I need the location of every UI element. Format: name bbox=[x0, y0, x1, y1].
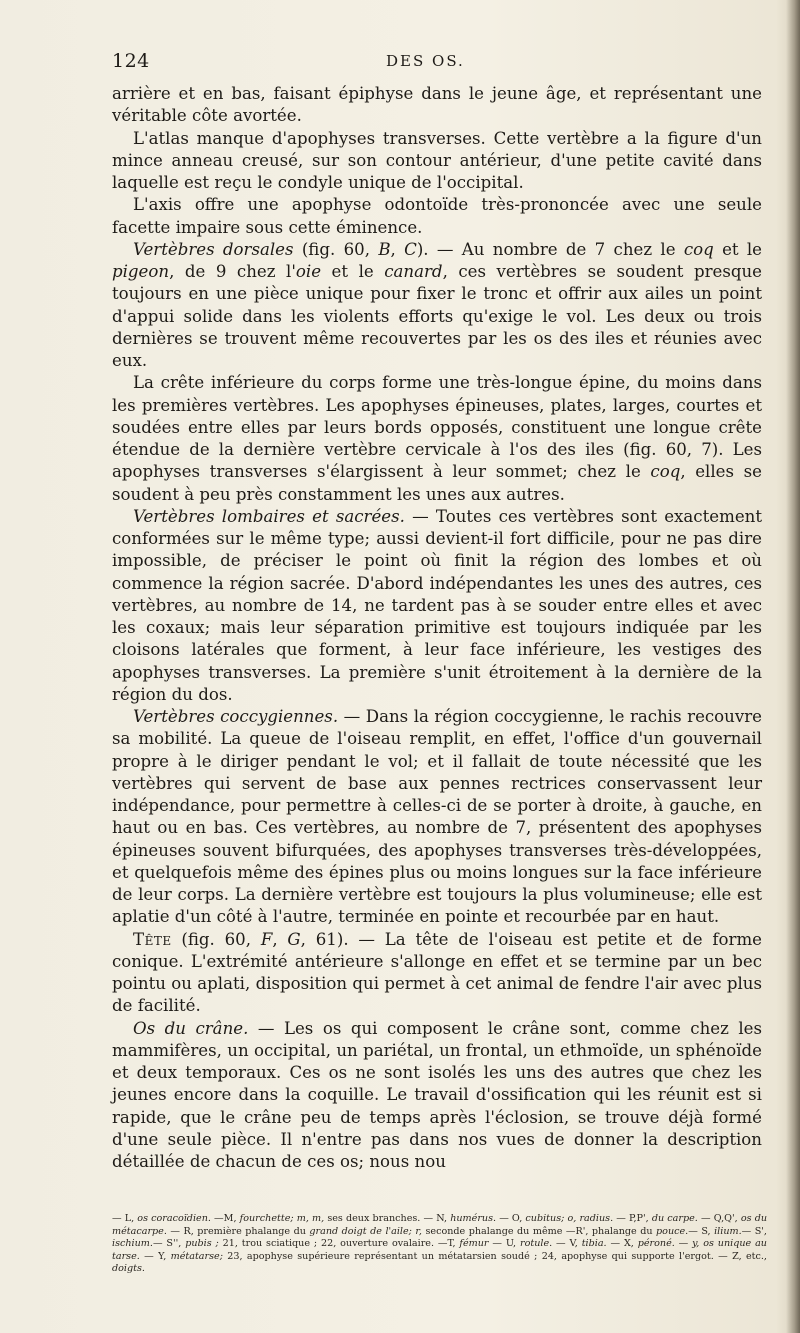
text-run: , bbox=[272, 929, 288, 949]
italic-run: pouce. bbox=[656, 1225, 689, 1237]
italic-run: B bbox=[378, 239, 391, 259]
text-run: — S', bbox=[741, 1225, 767, 1237]
text-run: — S'', bbox=[152, 1238, 186, 1250]
italic-run: Vertèbres lombaires et sacrées. bbox=[133, 506, 405, 526]
text-run: seconde phalange du même —R', phalange du bbox=[421, 1225, 657, 1237]
text-run: — L, bbox=[112, 1213, 138, 1224]
paragraph bbox=[112, 706, 762, 929]
text-run: et le bbox=[713, 239, 763, 259]
italic-run: fémur bbox=[459, 1238, 489, 1250]
italic-run: Os du crâne. bbox=[133, 1018, 249, 1038]
figure-legend-footnote bbox=[112, 1213, 767, 1276]
italic-run: ilium. bbox=[714, 1225, 742, 1237]
text-run: — Dans la région coccygienne, le rachis recouvre sa mobilité. La queue de l'oiseau remplit, en effet, l'office d'un gouvernail propre à le diriger pendant le vol; et il fallait de toute nécessité que les vertèbres qui servent de base aux pennes rectrices conservassent leur indépendance, pour permettre à celles-ci de se porter à droite, à gauche, en haut ou en bas. Ces vertèbres, au nombre de 7, présentent des apophyses épineuses souvent bifurquées, des apophyses transverses très-développées, et quelquefois même des épines plus ou moins longues sur la face inférieure de leur corps. La dernière vertèbre est toujours la plus volumineuse; elle est aplatie d'un côté à l'autre, terminée en pointe et recourbée par en haut. bbox=[112, 707, 762, 927]
text-run: , 61). — La tête de l'oiseau est petite et de forme conique. L'extrémité antérieure s'allonge en effet et se termine par un bec pointu ou aplati, disposition qui permet à cet animal de fendre l'air avec plus de facilité. bbox=[112, 929, 762, 1016]
text-run: ses deux branches. — N, bbox=[324, 1213, 451, 1224]
running-head: DES OS. bbox=[386, 52, 465, 70]
text-run: 21, trou sciatique ; 22, ouverture ovalaire. —T, bbox=[218, 1238, 460, 1250]
page-edge-shadow bbox=[786, 0, 800, 1333]
smallcaps-run: Tête bbox=[133, 929, 172, 949]
text-run: , ces vertèbres se soudent presque toujours en une pièce unique pour fixer le tronc et offrir aux ailes un point d'appui solide dans les violents efforts qu'exige le vol. Les deux ou trois dernières se trouvent même recouvertes par les os des iles et réunies avec eux. bbox=[112, 262, 762, 370]
text-run: ). — Au nombre de 7 chez le bbox=[416, 239, 684, 259]
page-number: 124 bbox=[112, 50, 150, 72]
text-run: L'axis offre une apophyse odontoïde très-prononcée avec une seule facette impaire sous cette éminence. bbox=[112, 195, 762, 237]
paragraph bbox=[112, 194, 762, 239]
text-run: — X, bbox=[606, 1238, 638, 1250]
footnote-paragraph bbox=[112, 1213, 767, 1276]
text-run: et le bbox=[321, 262, 385, 281]
italic-run: humérus. bbox=[450, 1213, 497, 1224]
italic-run: G bbox=[287, 929, 301, 949]
italic-run: oie bbox=[295, 262, 322, 281]
text-run: , bbox=[390, 239, 405, 259]
text-run: — R, première phalange du bbox=[166, 1225, 310, 1237]
italic-run: tibia. bbox=[581, 1238, 607, 1250]
italic-run: os coracoïdien. bbox=[137, 1213, 211, 1224]
italic-run: fourchette; m, m, bbox=[239, 1213, 325, 1224]
italic-run: pubis ; bbox=[185, 1238, 219, 1250]
italic-run: coq bbox=[683, 239, 714, 259]
text-run: 23, apophyse supérieure représentant un métatarsien soudé ; 24, apophyse qui supporte l'ergot. — Z, etc., bbox=[222, 1250, 767, 1262]
text-run: arrière et en bas, faisant épiphyse dans le jeune âge, et représentant une véritable côte avortée. bbox=[112, 84, 762, 126]
text-run: — S, bbox=[688, 1225, 715, 1237]
text-run: — Toutes ces vertèbres sont exactement conformées sur le même type; aussi devient-il fort difficile, pour ne pas dire impossible, de préciser le point où finit la région des lombes et où commence la région sacrée. D'abord indépendantes les unes des autres, ces vertèbres, au nombre de 14, ne tardent pas à se souder entre elles et avec les coxaux; mais leur séparation primitive est toujours indiquée par les cloisons latérales que forment, à leur face inférieure, les vestiges des apophyses transverses. La première s'unit étroitement à la dernière de la région du dos. bbox=[112, 506, 762, 704]
paragraph bbox=[112, 929, 762, 1018]
italic-run: rotule. bbox=[519, 1238, 553, 1250]
italic-run: doigts. bbox=[112, 1263, 145, 1275]
text-run: — P,P', bbox=[613, 1213, 652, 1224]
paragraph bbox=[112, 128, 762, 195]
text-run: La crête inférieure du corps forme une très-longue épine, du moins dans les premières vertèbres. Les apophyses épineuses, plates, larges, courtes et soudées entre elles par leurs bords opposés, constituent une longue crête étendue de la dernière vertèbre cervicale à l'os des iles (fig. 60, 7). Les apophyses transverses s'élargissent à leur sommet; chez le bbox=[112, 373, 762, 482]
italic-run: péroné. bbox=[637, 1238, 675, 1250]
italic-run: cubitus; o, radius. bbox=[525, 1213, 614, 1224]
italic-run: ischium. bbox=[112, 1238, 153, 1250]
paragraph bbox=[112, 1018, 762, 1174]
italic-run: F bbox=[260, 929, 273, 949]
italic-run: coq bbox=[650, 462, 681, 482]
text-run: — O, bbox=[496, 1213, 526, 1224]
text-run: (fig. 60, bbox=[293, 239, 379, 259]
italic-run: grand doigt de l'aile; r, bbox=[309, 1225, 422, 1237]
text-run: —M, bbox=[210, 1213, 240, 1224]
italic-run: os du métacarpe. bbox=[112, 1213, 768, 1237]
italic-run: Vertèbres dorsales bbox=[133, 239, 294, 259]
paragraph bbox=[112, 372, 762, 506]
text-run: — bbox=[674, 1238, 693, 1250]
text-run: , elles se soudent à peu près constamment les unes aux autres. bbox=[112, 462, 762, 504]
text-run: — U, bbox=[488, 1238, 520, 1250]
text-run: — Les os qui composent le crâne sont, comme chez les mammifères, un occipital, un pariétal, un frontal, un ethmoïde, un sphénoïde et deux temporaux. Ces os ne sont isolés les uns des autres que chez les jeunes encore dans la coquille. Le travail d'ossification qui les réunit est si rapide, que le crâne peu de temps après l'éclosion, se trouve déjà formé d'une seule pièce. Il n'entre pas dans nos vues de donner la description détaillée de chacun de ces os; nous nou bbox=[112, 1018, 762, 1171]
italic-run: métatarse; bbox=[170, 1250, 223, 1262]
text-run: — Y, bbox=[139, 1250, 171, 1262]
text-run: — V, bbox=[552, 1238, 582, 1250]
text-run: , de 9 chez l' bbox=[169, 262, 296, 281]
paragraph bbox=[112, 506, 762, 706]
italic-run: C bbox=[404, 239, 417, 259]
italic-run: Vertèbres coccygiennes. bbox=[133, 707, 339, 726]
text-run: L'atlas manque d'apophyses transverses. Cette vertèbre a la figure d'un mince anneau creusé, sur son contour antérieur, d'une petite cavité dans laquelle est reçu le condyle unique de l'occipital. bbox=[112, 128, 762, 192]
body-text bbox=[112, 83, 762, 1173]
text-run: — Q,Q', bbox=[697, 1213, 741, 1224]
italic-run: pigeon bbox=[112, 262, 170, 281]
italic-run: y, os unique au tarse. bbox=[112, 1238, 767, 1262]
paragraph bbox=[112, 239, 762, 373]
paragraph bbox=[112, 83, 762, 128]
italic-run: canard bbox=[384, 262, 443, 281]
italic-run: du carpe. bbox=[651, 1213, 698, 1224]
page-header bbox=[112, 50, 772, 78]
text-run: (fig. 60, bbox=[171, 929, 261, 949]
